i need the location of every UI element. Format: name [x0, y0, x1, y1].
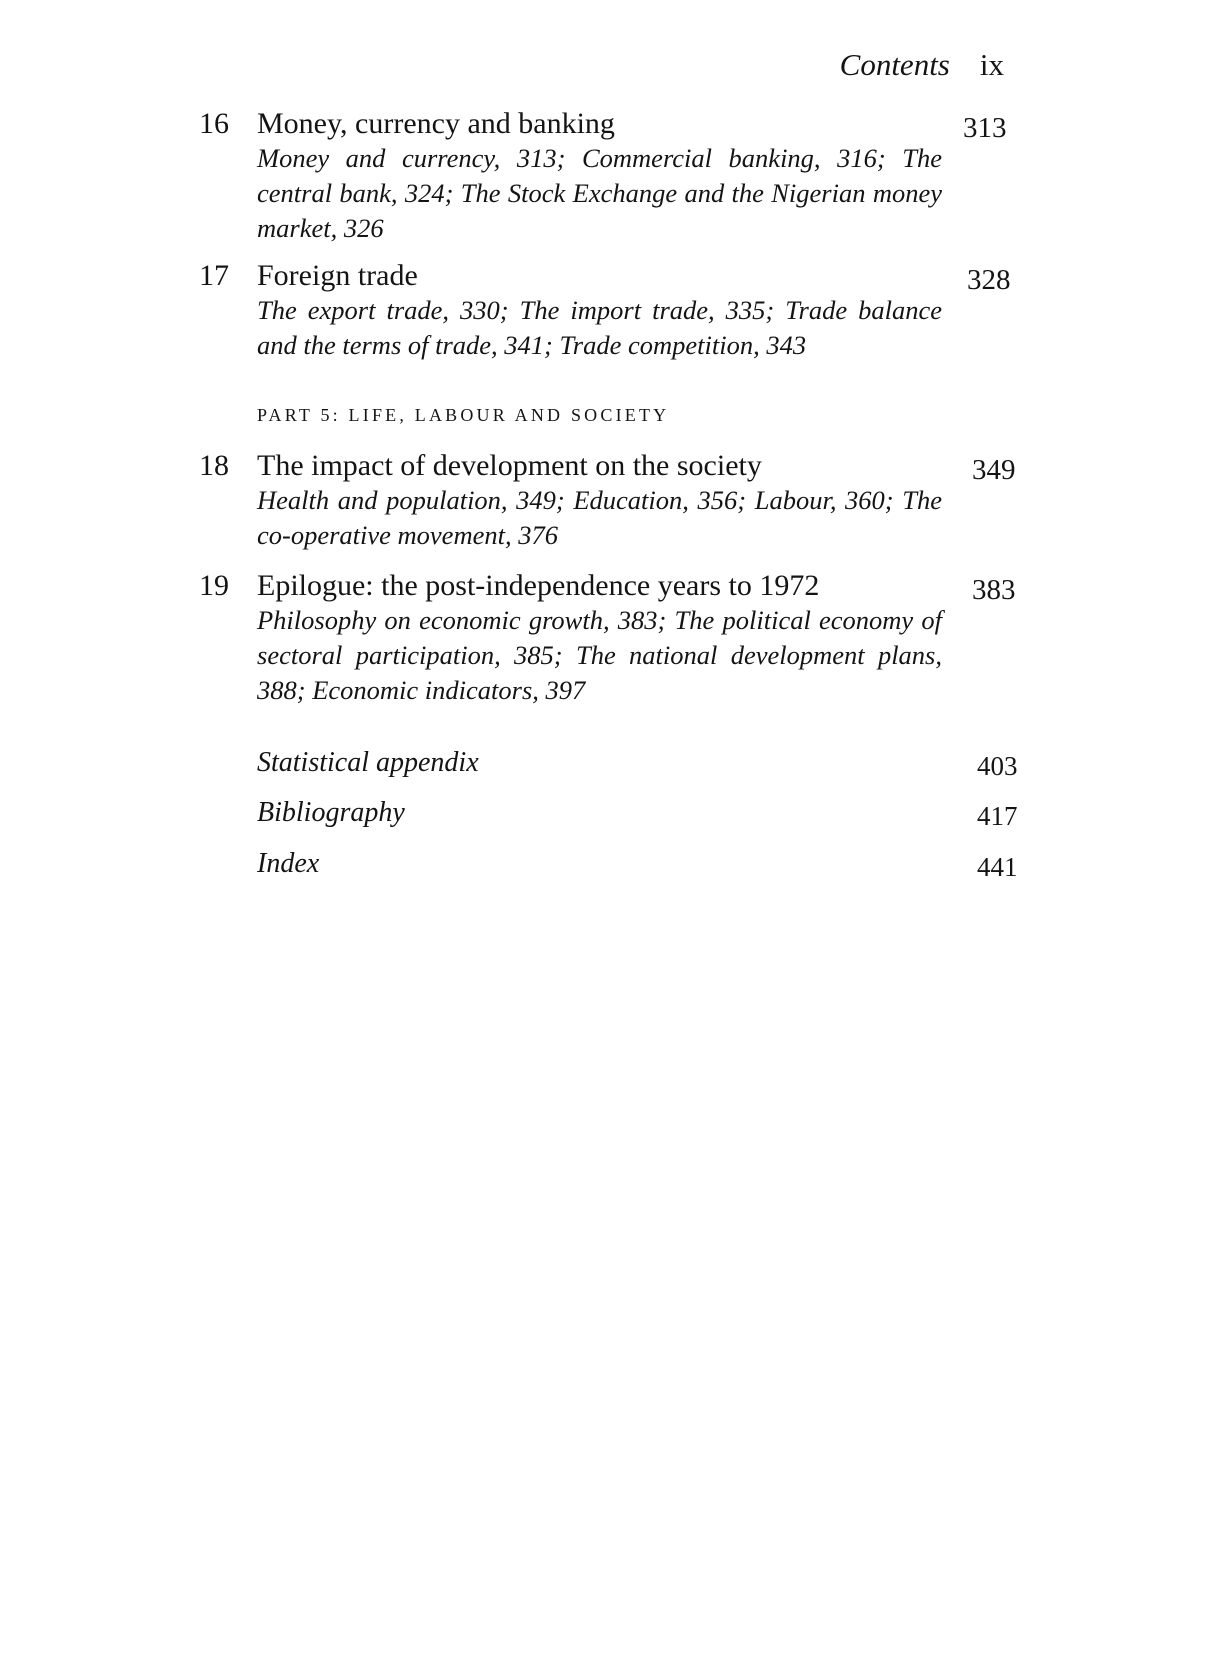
back-matter-page-number: 441: [977, 852, 1018, 882]
toc-entry-index[interactable]: [0, 846, 1228, 886]
chapter-page-number: 313: [963, 112, 1007, 144]
running-head: [0, 46, 1004, 83]
back-matter-title[interactable]: Bibliography: [257, 797, 405, 828]
chapter-title[interactable]: Epilogue: the post-independence years to 1972: [257, 569, 820, 602]
chapter-subtopics: Money and currency, 313; Commercial banking, 316; The central bank, 324; The Stock Exchange and the Nigerian money market, 326: [257, 143, 942, 243]
chapter-title[interactable]: The impact of development on the society: [257, 449, 762, 482]
chapter-number: 16: [199, 107, 229, 140]
back-matter-page-number: 403: [977, 751, 1018, 781]
back-matter-title[interactable]: Index: [257, 848, 320, 879]
chapter-page-number: 328: [967, 264, 1011, 296]
chapter-page-number: 349: [972, 454, 1016, 486]
toc-entry-bibliography[interactable]: [0, 795, 1228, 835]
chapter-number: 19: [199, 569, 229, 602]
back-matter-title[interactable]: Statistical appendix: [257, 747, 479, 778]
chapter-title[interactable]: Money, currency and banking: [257, 107, 615, 140]
chapter-number: 18: [199, 449, 229, 482]
back-matter-page-number: 417: [977, 801, 1018, 831]
part-heading: PART 5: LIFE, LABOUR AND SOCIETY: [257, 405, 670, 425]
running-head-title: Contents: [839, 47, 950, 82]
chapter-subtopics: The export trade, 330; The import trade, 335; Trade balance and the terms of trade, 341; Trade competition, 343: [257, 295, 942, 360]
chapter-number: 17: [199, 259, 229, 292]
chapter-page-number: 383: [972, 574, 1016, 606]
chapter-subtopics: Health and population, 349; Education, 356; Labour, 360; The co-operative movement, 376: [257, 485, 942, 550]
chapter-subtopics: Philosophy on economic growth, 383; The political economy of sectoral participation, 385; The national development plans, 388; Economic indicators, 397: [257, 605, 942, 705]
toc-entry-statistical-appendix[interactable]: [0, 745, 1228, 785]
page-folio: ix: [979, 47, 1004, 82]
chapter-title[interactable]: Foreign trade: [257, 259, 418, 292]
